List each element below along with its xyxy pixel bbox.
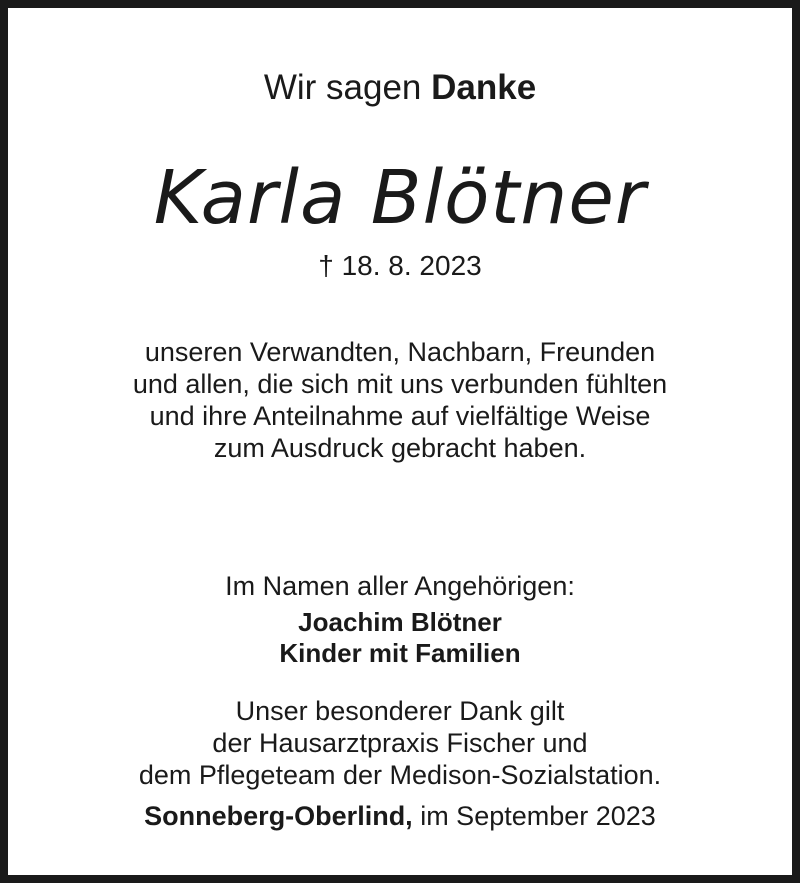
- place-and-date: [16, 799, 784, 833]
- signatory-name: Joachim Blötner: [298, 607, 502, 637]
- header-bold-word: Danke: [431, 68, 537, 107]
- message-line: unseren Verwandten, Nachbarn, Freunden: [144, 337, 656, 367]
- signatory-name: Kinder mit Familien: [279, 638, 521, 668]
- death-date: † 18. 8. 2023: [318, 250, 482, 281]
- special-thanks-line: Unser besonderer Dank gilt: [235, 696, 565, 726]
- header: [16, 68, 784, 108]
- message-line: zum Ausdruck gebracht haben.: [213, 433, 587, 463]
- obituary-thank-you-notice: [16, 16, 784, 867]
- special-thanks-block: [16, 695, 784, 791]
- message-block: [16, 336, 784, 464]
- deceased-name: Karla Blötner: [153, 155, 647, 241]
- signatories-block: [16, 607, 784, 669]
- place-name: Sonneberg-Oberlind,: [144, 801, 413, 831]
- special-thanks-line: der Hausarztpraxis Fischer und: [212, 728, 588, 758]
- place-date: im September 2023: [412, 801, 656, 831]
- header-prefix: Wir sagen: [263, 68, 432, 107]
- message-line: und allen, die sich mit uns verbunden fühlten: [132, 369, 668, 399]
- special-thanks-line: dem Pflegeteam der Medison-Sozialstation.: [138, 760, 662, 790]
- message-line: und ihre Anteilnahme auf vielfältige Weise: [149, 401, 651, 431]
- signoff-intro: Im Namen aller Angehörigen:: [225, 571, 575, 601]
